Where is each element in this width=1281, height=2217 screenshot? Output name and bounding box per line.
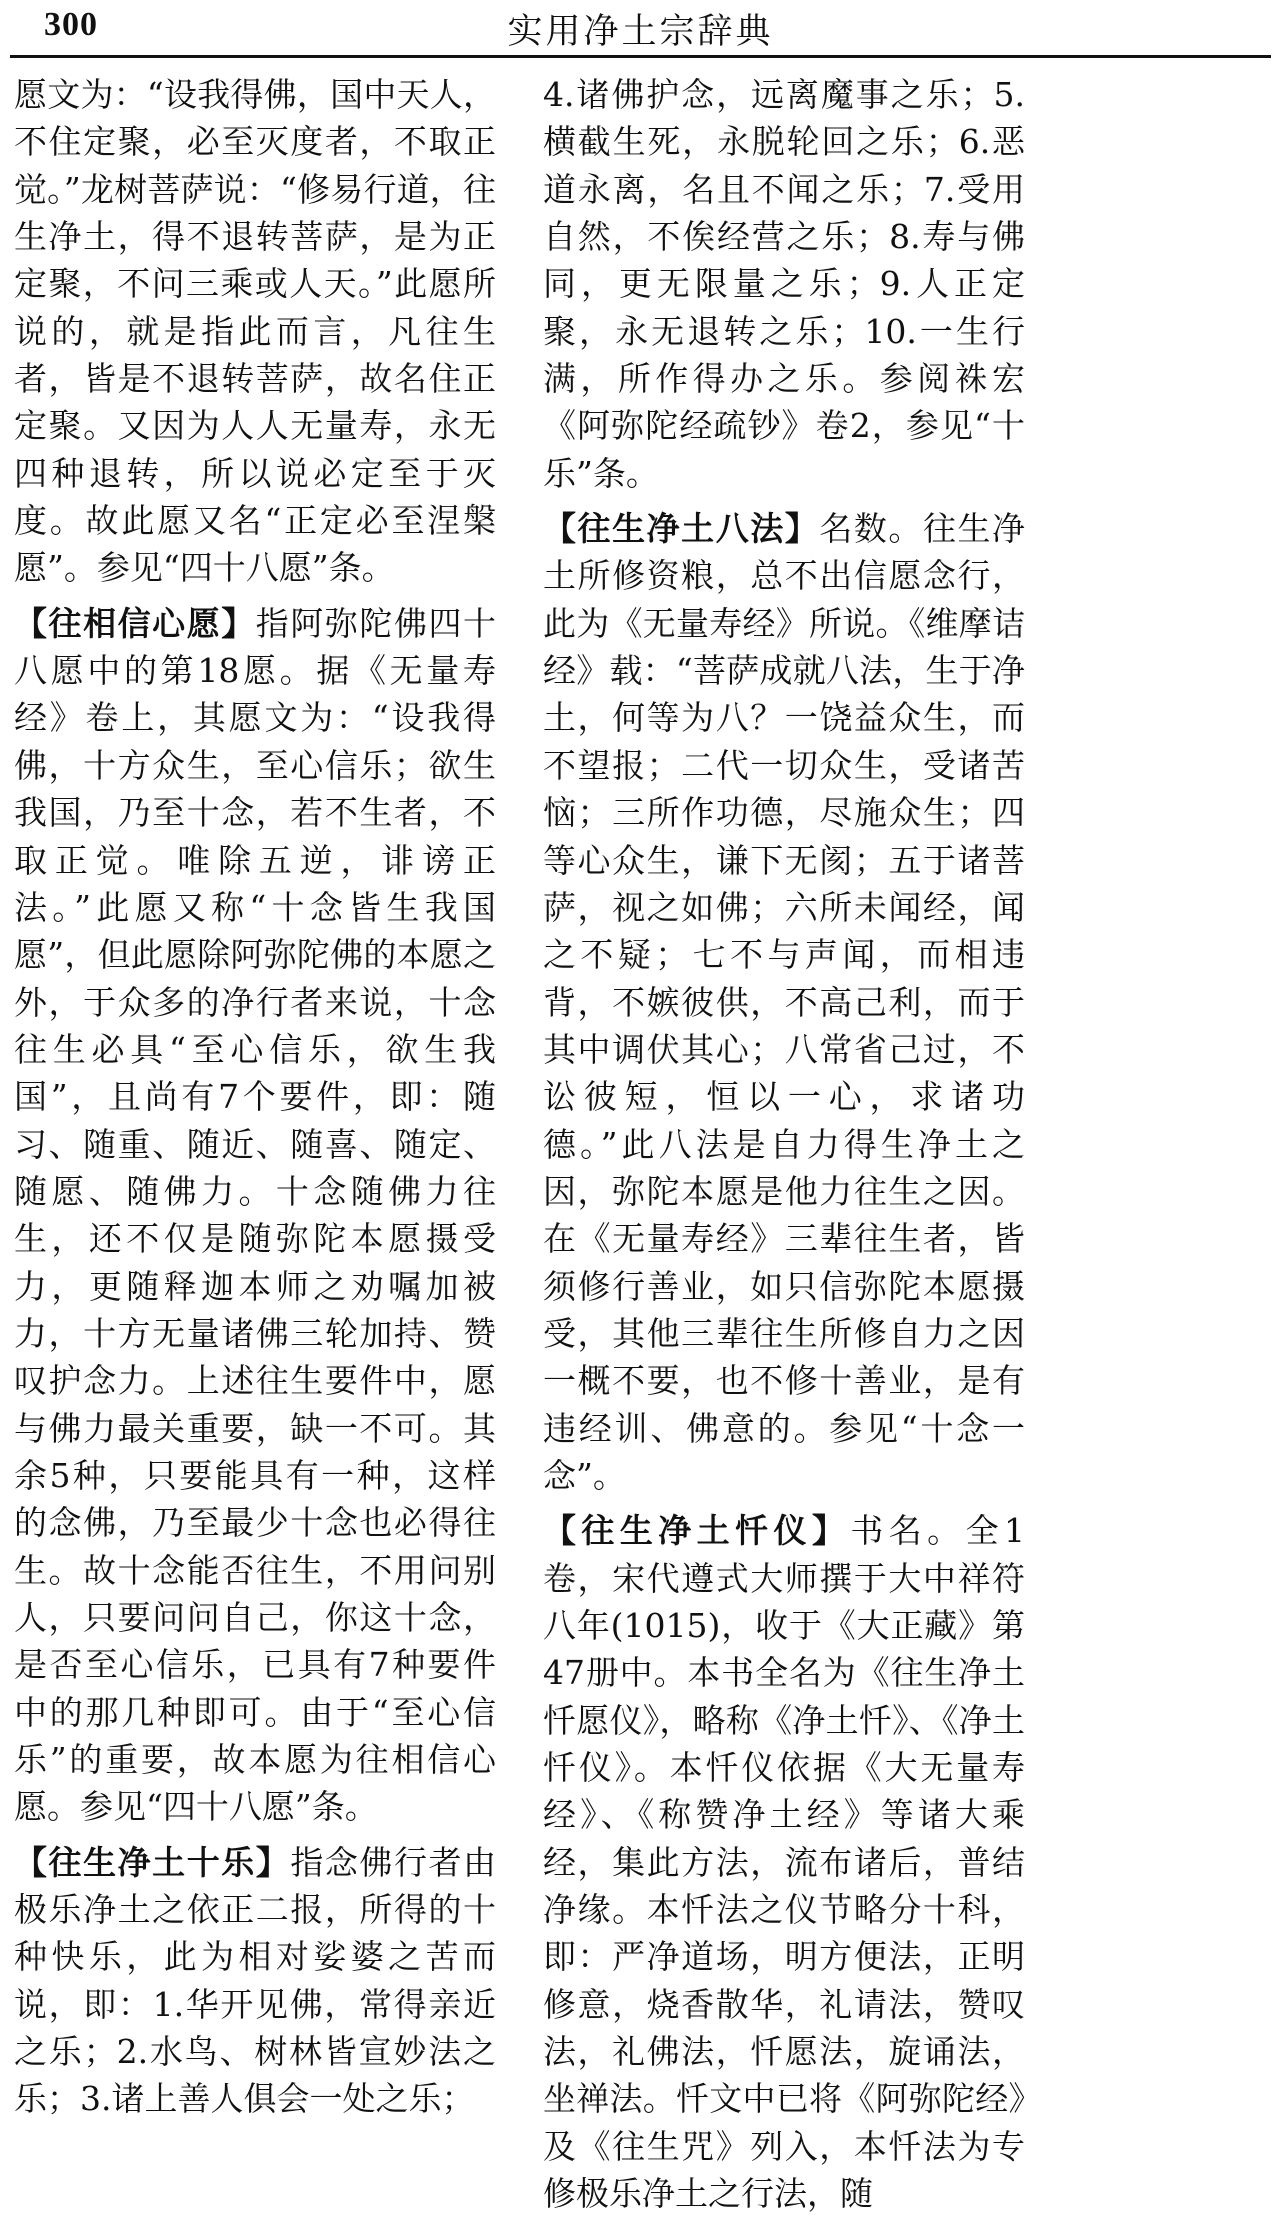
header-rule	[10, 55, 1271, 58]
entry-headword: 往相信心愿	[48, 603, 222, 643]
dictionary-entry: 【往生净土八法】名数。往生净土所修资粮，总不出信愿念行，此为《无量寿经》所说。《维摩诘经》载：“菩萨成就八法，生于净土，何等为八？一饶益众生，而不望报；二代一切众生，受诸苦恼；三所作功德，尽施众生；四等心众生，谦下无阂；五于诸菩萨，视之如佛；六所未闻经，闻之不疑；七不与声闻，而相违背，不嫉彼供，不高己利，而于其中调伏其心；八常省己过，不讼彼短，恒以一心，求诸功德。”此八法是自力得生净土之因，弥陀本愿是他力往生之因。在《无量寿经》三辈往生者，皆须修行善业，如只信弥陀本愿摄受，其他三辈往生所修自力之因一概不要，也不修十善业，是有违经训、佛意的。参见“十念一念”。	[543, 509, 1026, 1495]
page-number: 300	[44, 6, 98, 43]
entry-headword: 往生净土八法	[577, 509, 785, 549]
entry-headword: 往生净土十乐	[48, 1842, 256, 1882]
continuation-paragraph: 愿文为：“设我得佛，国中天人，不住定聚，必至灭度者，不取正觉。”龙树菩萨说：“修易行道，往生净土，得不退转菩萨，是为正定聚，不问三乘或人天。”此愿所说的，就是指此而言，凡往生者，皆是不退转菩萨，故名住正定聚。又因为人人无量寿，永无四种退转，所以说必定至于灭度。故此愿又名“正定必至涅槃愿”。参见“四十八愿”条。	[14, 75, 496, 588]
left-column	[14, 71, 497, 2119]
continuation-paragraph: 4.诸佛护念，远离魔事之乐；5.横截生死，永脱轮回之乐；6.恶道永离，名且不闻之乐；7.受用自然，不俟经营之乐；8.寿与佛同，更无限量之乐；9.人正定聚，永无退转之乐；10.一生行满，所作得办之乐。参阅袾宏《阿弥陀经疏钞》卷2，参见“十乐”条。	[543, 75, 1025, 493]
entry-body: 名数。往生净土所修资粮，总不出信愿念行，此为《无量寿经》所说。《维摩诘经》载：“菩萨成就八法，生于净土，何等为八？一饶益众生，而不望报；二代一切众生，受诸苦恼；三所作功德，尽施众生；四等心众生，谦下无阂；五于诸菩萨，视之如佛；六所未闻经，闻之不疑；七不与声闻，而相违背，不嫉彼供，不高己利，而于其中调伏其心；八常省己过，不讼彼短，恒以一心，求诸功德。”此八法是自力得生净土之因，弥陀本愿是他力往生之因。在《无量寿经》三辈往生者，皆须修行善业，如只信弥陀本愿摄受，其他三辈往生所修自力之因一概不要，也不修十善业，是有违经训、佛意的。参见“十念一念”。	[543, 509, 1026, 1495]
entry-body: 书名。全1卷，宋代遵式大师撰于大中祥符八年(1015)，收于《大正藏》第47册中。本书全名为《往生净土忏愿仪》，略称《净土忏》、《净土忏仪》。本忏仪依据《大无量寿经》、《称赞净土经》等诸大乘经，集此方法，流布诸后，普结净缘。本忏法之仪节略分十科，即：严净道场，明方便法，正明修意，烧香散华，礼请法，赞叹法，礼佛法，忏愿法，旋诵法，坐禅法。忏文中已将《阿弥陀经》及《往生咒》列入，本忏法为专修极乐净土之行法，随	[543, 1511, 1026, 2214]
page-header	[0, 0, 1281, 60]
dictionary-entry: 【往生净土忏仪】书名。全1卷，宋代遵式大师撰于大中祥符八年(1015)，收于《大正藏》第47册中。本书全名为《往生净土忏愿仪》，略称《净土忏》、《净土忏仪》。本忏仪依据《大无量寿经》、《称赞净土经》等诸大乘经，集此方法，流布诸后，普结净缘。本忏法之仪节略分十科，即：严净道场，明方便法，正明修意，烧香散华，礼请法，赞叹法，礼佛法，忏愿法，旋诵法，坐禅法。忏文中已将《阿弥陀经》及《往生咒》列入，本忏法为专修极乐净土之行法，随	[543, 1511, 1026, 2214]
dictionary-entry: 【往相信心愿】指阿弥陀佛四十八愿中的第18愿。据《无量寿经》卷上，其愿文为：“设我得佛，十方众生，至心信乐；欲生我国，乃至十念，若不生者，不取正觉。唯除五逆，诽谤正法。”此愿又称“十念皆生我国愿”，但此愿除阿弥陀佛的本愿之外，于众多的净行者来说，十念往生必具“至心信乐，欲生我国”，且尚有7个要件，即：随习、随重、随近、随喜、随定、随愿、随佛力。十念随佛力往生，还不仅是随弥陀本愿摄受力，更随释迦本师之劝嘱加被力，十方无量诸佛三轮加持、赞叹护念力。上述往生要件中，愿与佛力最关重要，缺一不可。其余5种，只要能具有一种，这样的念佛，乃至最少十念也必得往生。故十念能否往生，不用问别人，只要问问自己，你这十念，是否至心信乐，已具有7种要件中的那几种即可。由于“至心信乐”的重要，故本愿为往相信心愿。参见“四十八愿”条。	[14, 603, 497, 1827]
entry-headword: 往生净土忏仪	[581, 1511, 812, 1551]
entry-body: 指念佛行者由极乐净土之依正二报，所得的十种快乐，此为相对娑婆之苦而说，即：1.华开见佛，常得亲近之乐；2.水鸟、树林皆宣妙法之乐；3.诸上善人俱会一处之乐；	[14, 1842, 497, 2119]
running-title: 实用净土宗辞典	[507, 12, 774, 52]
entry-body: 指阿弥陀佛四十八愿中的第18愿。据《无量寿经》卷上，其愿文为：“设我得佛，十方众生，至心信乐；欲生我国，乃至十念，若不生者，不取正觉。唯除五逆，诽谤正法。”此愿又称“十念皆生我国愿”，但此愿除阿弥陀佛的本愿之外，于众多的净行者来说，十念往生必具“至心信乐，欲生我国”，且尚有7个要件，即：随习、随重、随近、随喜、随定、随愿、随佛力。十念随佛力往生，还不仅是随弥陀本愿摄受力，更随释迦本师之劝嘱加被力，十方无量诸佛三轮加持、赞叹护念力。上述往生要件中，愿与佛力最关重要，缺一不可。其余5种，只要能具有一种，这样的念佛，乃至最少十念也必得往生。故十念能否往生，不用问别人，只要问问自己，你这十念，是否至心信乐，已具有7种要件中的那几种即可。由于“至心信乐”的重要，故本愿为往相信心愿。参见“四十八愿”条。	[14, 603, 497, 1827]
right-column	[543, 71, 1026, 2214]
dictionary-entry: 【往生净土十乐】指念佛行者由极乐净土之依正二报，所得的十种快乐，此为相对娑婆之苦而说，即：1.华开见佛，常得亲近之乐；2.水鸟、树林皆宣妙法之乐；3.诸上善人俱会一处之乐；	[14, 1842, 497, 2119]
